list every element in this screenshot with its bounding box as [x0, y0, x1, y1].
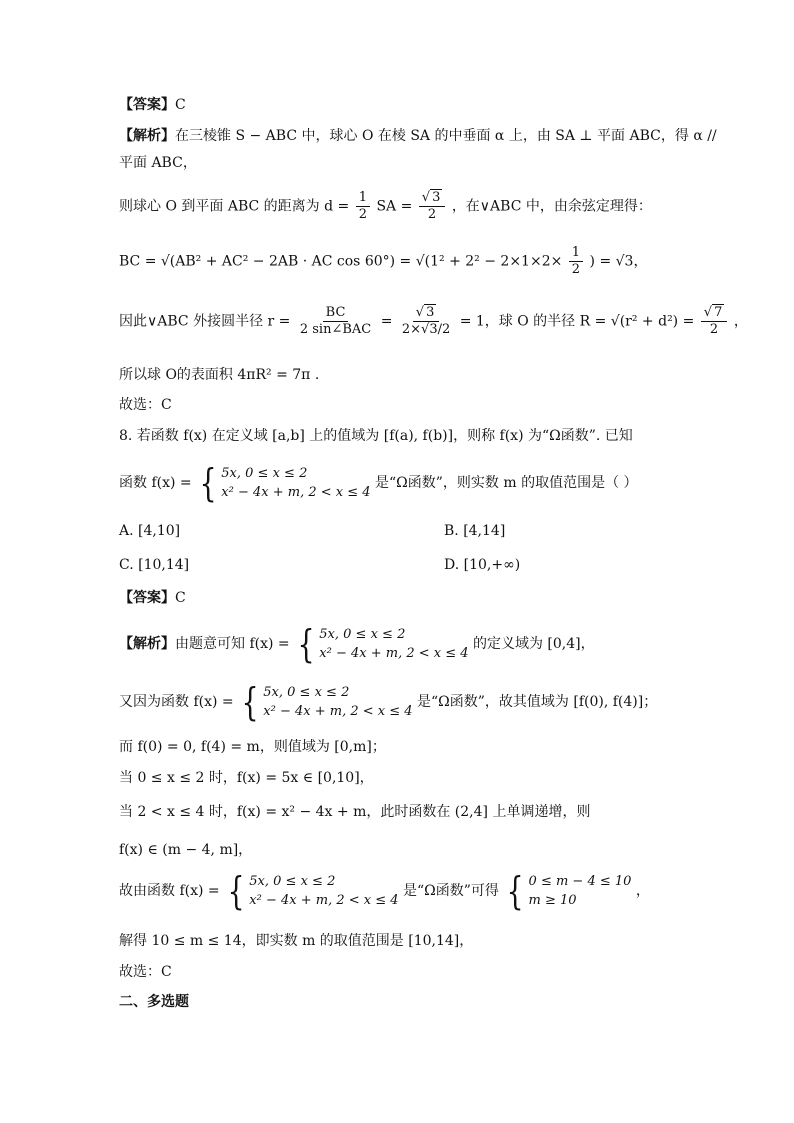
- distance-formula-line: [119, 190, 652, 223]
- answer-tag: 【答案】: [119, 590, 175, 606]
- q8-stem-line-1: 8. 若函数 f(x) 在定义域 [a,b] 上的值域为 [f(a), f(b)]，则称 f(x) 为“Ω函数”. 已知: [119, 428, 633, 444]
- case-2: x² − 4x + m, 2 < x ≤ 4: [319, 646, 469, 661]
- q8-analysis-line-7: [119, 869, 650, 913]
- text-segment: 是“Ω函数”，则实数 m 的取值范围是（ ）: [374, 475, 638, 491]
- answer-value: C: [175, 590, 186, 606]
- q8-analysis-line-3: 而 f(0) = 0, f(4) = m，则值域为 [0,m]；: [119, 739, 386, 755]
- text-segment: BC = √(AB² + AC² − 2AB · AC cos 60°) =: [119, 253, 412, 270]
- analysis-tag: 【解析】: [119, 636, 175, 652]
- text-segment: = 1，球 O 的半径 R = √(r² + d²) =: [459, 313, 695, 330]
- condition-2: m ≥ 10: [528, 893, 577, 908]
- analysis-text: 在三棱锥 S − ABC 中，球心 O 在棱 SA 的中垂面 α 上，由 SA ⊥ 平面 ABC，得 α //: [175, 128, 717, 144]
- analysis-tag: 【解析】: [119, 128, 175, 144]
- text-segment: √(1² + 2² − 2×1×2×: [415, 253, 563, 270]
- text-segment: 是“Ω函数”，故其值域为 [f(0), f(4)]；: [416, 694, 658, 710]
- fraction-sqrt3-over-expr: $\frac{√ 3}{2\times√3/2}$: [401, 305, 451, 337]
- piecewise-function: { 5x, 0 ≤ x ≤ 2 x² − 4x + m, 2 < x ≤ 4: [199, 461, 371, 505]
- case-1: 5x, 0 ≤ x ≤ 2: [249, 874, 336, 889]
- text-segment: 故由函数 f(x) =: [119, 883, 220, 899]
- case-1: 5x, 0 ≤ x ≤ 2: [221, 466, 308, 481]
- case-1: 5x, 0 ≤ x ≤ 2: [319, 627, 406, 642]
- text-segment: ，: [733, 313, 748, 330]
- option-d: D. [10,+∞): [444, 557, 521, 573]
- surface-area-line: 所以球 O的表面积 4πR² = 7π .: [119, 367, 320, 383]
- case-1: 5x, 0 ≤ x ≤ 2: [263, 685, 350, 700]
- text-segment: 则球心 O 到平面 ABC 的距离为 d =: [119, 198, 350, 215]
- conclusion-q7: 故选：C: [119, 397, 172, 413]
- text-segment: 函数 f(x) =: [119, 475, 192, 491]
- q8-stem-line-2: [119, 461, 638, 505]
- text-segment: 因此∨ABC 外接圆半径 r =: [119, 313, 291, 330]
- section-heading: 二、多选题: [119, 994, 189, 1010]
- q8-analysis-line-6: f(x) ∈ (m − 4, m]，: [119, 842, 253, 858]
- text-segment: ，: [635, 883, 650, 899]
- text-segment: 由题意可知 f(x) =: [175, 636, 290, 652]
- q8-analysis-line-4: 当 0 ≤ x ≤ 2 时，f(x) = 5x ∈ [0,10]，: [119, 770, 374, 786]
- condition-1: 0 ≤ m − 4 ≤ 10: [528, 874, 632, 889]
- text-segment: ) = √3，: [589, 253, 648, 270]
- text-segment: 是“Ω函数”可得: [402, 883, 499, 899]
- analysis-line-2: 平面 ABC，: [119, 155, 197, 171]
- text-segment: 的定义域为 [0,4]，: [472, 636, 595, 652]
- conclusion-q8: 故选：C: [119, 964, 172, 980]
- option-c: C. [10,14]: [119, 557, 190, 573]
- case-2: x² − 4x + m, 2 < x ≤ 4: [221, 485, 371, 500]
- case-2: x² − 4x + m, 2 < x ≤ 4: [263, 704, 413, 719]
- fraction-sqrt7-over-2: $\frac{√ 7}{2}$: [701, 305, 728, 338]
- analysis-line-1: [119, 126, 717, 146]
- option-b: B. [4,14]: [444, 523, 506, 539]
- text-segment: ，在∨ABC 中，由余弦定理得：: [451, 198, 652, 215]
- q8-analysis-line-1: [119, 622, 595, 666]
- q8-analysis-line-2: [119, 680, 658, 724]
- text-segment: 又因为函数 f(x) =: [119, 694, 234, 710]
- q8-analysis-line-5: 当 2 < x ≤ 4 时，f(x) = x² − 4x + m，此时函数在 (2,4] 上单调递增，则: [119, 804, 591, 820]
- case-2: x² − 4x + m, 2 < x ≤ 4: [249, 893, 399, 908]
- fraction-sqrt3-over-2: $\frac{√ 3}{2}$: [419, 190, 446, 223]
- condition-system: { 0 ≤ m − 4 ≤ 10 m ≥ 10: [506, 869, 632, 913]
- option-a: A. [4,10]: [119, 523, 181, 539]
- answer-line-q7: [119, 95, 186, 115]
- piecewise-function: { 5x, 0 ≤ x ≤ 2 x² − 4x + m, 2 < x ≤ 4: [297, 622, 469, 666]
- circumradius-line: [119, 305, 748, 338]
- answer-tag: 【答案】: [119, 97, 175, 113]
- answer-value: C: [175, 97, 186, 113]
- fraction-one-half: $\frac{1}{2}$: [569, 245, 583, 278]
- piecewise-function: { 5x, 0 ≤ x ≤ 2 x² − 4x + m, 2 < x ≤ 4: [241, 680, 413, 724]
- answer-line-q8: [119, 588, 186, 608]
- text-segment: SA =: [376, 198, 413, 215]
- q8-analysis-line-8: 解得 10 ≤ m ≤ 14，即实数 m 的取值范围是 [10,14]，: [119, 933, 474, 949]
- text-segment: =: [380, 313, 393, 330]
- fraction-bc-over-2sin: $\frac{BC}{\text{2 sin∠BAC}}$: [299, 305, 372, 337]
- piecewise-function: { 5x, 0 ≤ x ≤ 2 x² − 4x + m, 2 < x ≤ 4: [227, 869, 399, 913]
- fraction-one-half: $\frac{1}{2}$: [356, 190, 370, 223]
- cosine-law-line: [119, 245, 647, 278]
